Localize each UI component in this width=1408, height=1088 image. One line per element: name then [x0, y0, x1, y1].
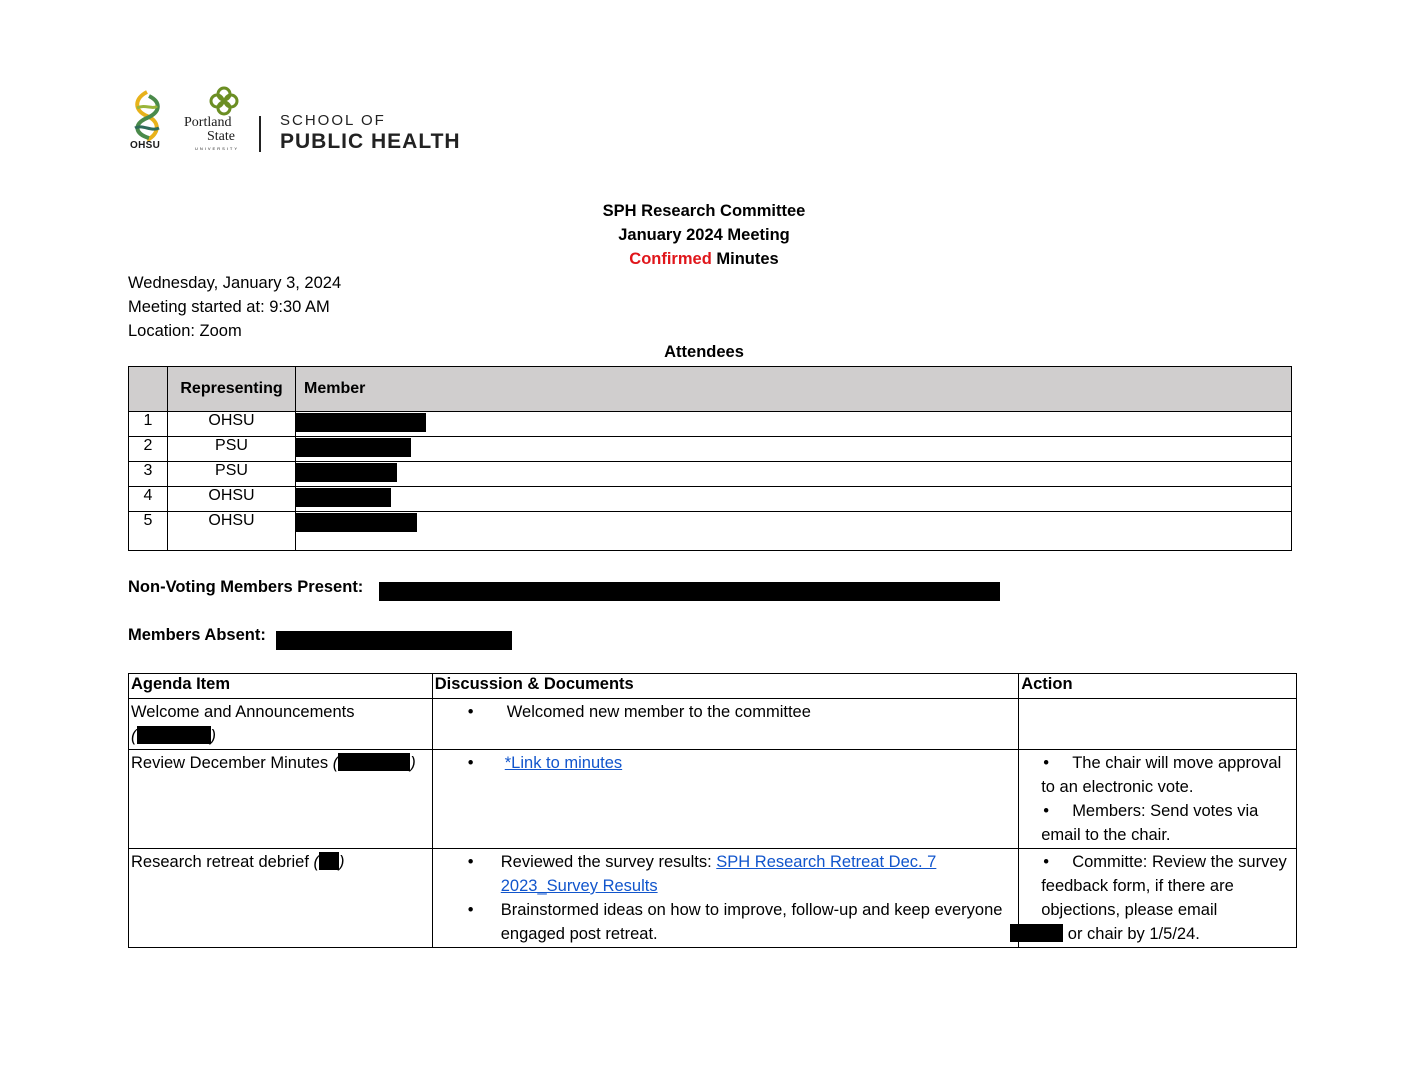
- table-row: [129, 412, 1292, 437]
- school-label-line1: SCHOOL OF: [280, 112, 386, 129]
- discussion-cell: [432, 750, 1018, 849]
- paren-close: ): [410, 754, 416, 772]
- paren-close: ): [339, 853, 345, 871]
- school-label-line2: PUBLIC HEALTH: [280, 130, 461, 153]
- survey-results-link[interactable]: SPH Research Retreat Dec. 7 2023_Survey Results: [500, 853, 937, 895]
- list-item: • Members: Send votes via email to the chair.: [1021, 799, 1294, 847]
- col-header-discussion: Discussion & Documents: [432, 674, 1018, 699]
- redaction-block: [338, 753, 410, 771]
- discussion-cell: [432, 849, 1018, 948]
- agenda-item-cell: [129, 699, 433, 750]
- list-item: • Welcomed new member to the committee: [435, 700, 1016, 724]
- table-header-row: [129, 367, 1292, 412]
- redaction-block: [296, 513, 417, 532]
- meeting-date: Wednesday, January 3, 2024: [128, 274, 342, 292]
- table-row: [129, 849, 1297, 948]
- table-row: [129, 437, 1292, 462]
- members-absent-label: Members Absent:: [128, 626, 266, 644]
- action-text: Committe: Review the survey feedback form, if there are objections, please email: [1041, 853, 1287, 919]
- row-representing: OHSU: [168, 487, 296, 512]
- redaction-block: [379, 582, 1000, 601]
- survey-text: Reviewed the survey results:: [500, 853, 717, 871]
- redaction-block: [1010, 924, 1063, 942]
- table-row: [129, 487, 1292, 512]
- discussion-cell: [432, 699, 1018, 750]
- row-member: [296, 487, 1292, 512]
- list-item: • Brainstormed ideas on how to improve, follow-up and keep everyone engaged post retreat.: [435, 898, 1016, 946]
- col-header-member: Member: [296, 367, 1292, 412]
- ohsu-label: OHSU: [130, 140, 161, 151]
- non-voting-label: Non-Voting Members Present:: [128, 578, 364, 596]
- redaction-block: [319, 852, 339, 870]
- attendees-table: [128, 366, 1292, 551]
- action-list: [1021, 850, 1294, 946]
- action-cell: [1019, 750, 1297, 849]
- row-representing: OHSU: [168, 412, 296, 437]
- agenda-item-cell: [129, 849, 433, 948]
- logo-header: [127, 86, 487, 156]
- table-row: [129, 512, 1292, 551]
- paren-close: ): [210, 727, 216, 745]
- meeting-start: Meeting started at: 9:30 AM: [128, 298, 330, 316]
- redaction-block: [137, 726, 211, 744]
- row-number: 1: [129, 412, 168, 437]
- table-row: [129, 462, 1292, 487]
- agenda-table: [128, 673, 1297, 948]
- row-member: [296, 462, 1292, 487]
- row-number: 2: [129, 437, 168, 462]
- list-item: [435, 751, 1016, 775]
- status-minutes: Minutes: [711, 250, 779, 268]
- logo-divider: [259, 116, 261, 152]
- row-number: 4: [129, 487, 168, 512]
- redaction-block: [296, 488, 391, 507]
- minutes-link[interactable]: *Link to minutes: [504, 754, 623, 772]
- document-title: [0, 199, 1408, 271]
- discussion-list: [435, 751, 1016, 775]
- row-representing: PSU: [168, 437, 296, 462]
- agenda-item-text: Welcome and Announcements: [131, 703, 355, 721]
- psu-label-line1: Portland: [184, 115, 232, 130]
- row-member: [296, 412, 1292, 437]
- row-member: [296, 437, 1292, 462]
- status-confirmed: Confirmed: [629, 250, 712, 268]
- attendees-heading: Attendees: [664, 343, 744, 361]
- redaction-block: [296, 413, 426, 432]
- title-line2: January 2024 Meeting: [618, 226, 790, 244]
- meeting-meta: [128, 271, 341, 343]
- row-member: [296, 512, 1292, 551]
- table-header-row: [129, 674, 1297, 699]
- paren-open: (: [313, 853, 320, 871]
- list-item: • The chair will move approval to an electronic vote.: [1021, 751, 1294, 799]
- action-cell: [1019, 849, 1297, 948]
- title-line1: SPH Research Committee: [602, 202, 806, 220]
- col-header-agenda-item: Agenda Item: [129, 674, 433, 699]
- agenda-item-cell: [129, 750, 433, 849]
- table-row: [129, 750, 1297, 849]
- discussion-list: [435, 850, 1016, 946]
- psu-logo-icon: [209, 86, 239, 116]
- discussion-list: [435, 700, 1016, 724]
- col-header-representing: Representing: [168, 367, 296, 412]
- col-header-action: Action: [1019, 674, 1297, 699]
- psu-label-line3: UNIVERSITY: [195, 146, 240, 151]
- redaction-block: [276, 631, 512, 650]
- action-list: [1021, 751, 1294, 847]
- table-row: [129, 699, 1297, 750]
- meeting-location: Location: Zoom: [128, 322, 242, 340]
- agenda-item-text: Review December Minutes: [131, 754, 329, 772]
- list-item: [1021, 850, 1294, 946]
- list-item: [435, 850, 1016, 898]
- paren-open: (: [131, 727, 137, 745]
- agenda-item-text: Research retreat debrief: [131, 853, 309, 871]
- col-header-num: [129, 367, 168, 412]
- title-line3: [0, 247, 1408, 271]
- redaction-block: [296, 463, 397, 482]
- redaction-block: [296, 438, 411, 457]
- row-number: 3: [129, 462, 168, 487]
- action-cell: [1019, 699, 1297, 750]
- psu-label-line2: State: [207, 129, 235, 144]
- row-representing: OHSU: [168, 512, 296, 551]
- action-text-tail: or chair by 1/5/24.: [1063, 925, 1200, 943]
- row-number: 5: [129, 512, 168, 551]
- row-representing: PSU: [168, 462, 296, 487]
- paren-open: (: [332, 754, 339, 772]
